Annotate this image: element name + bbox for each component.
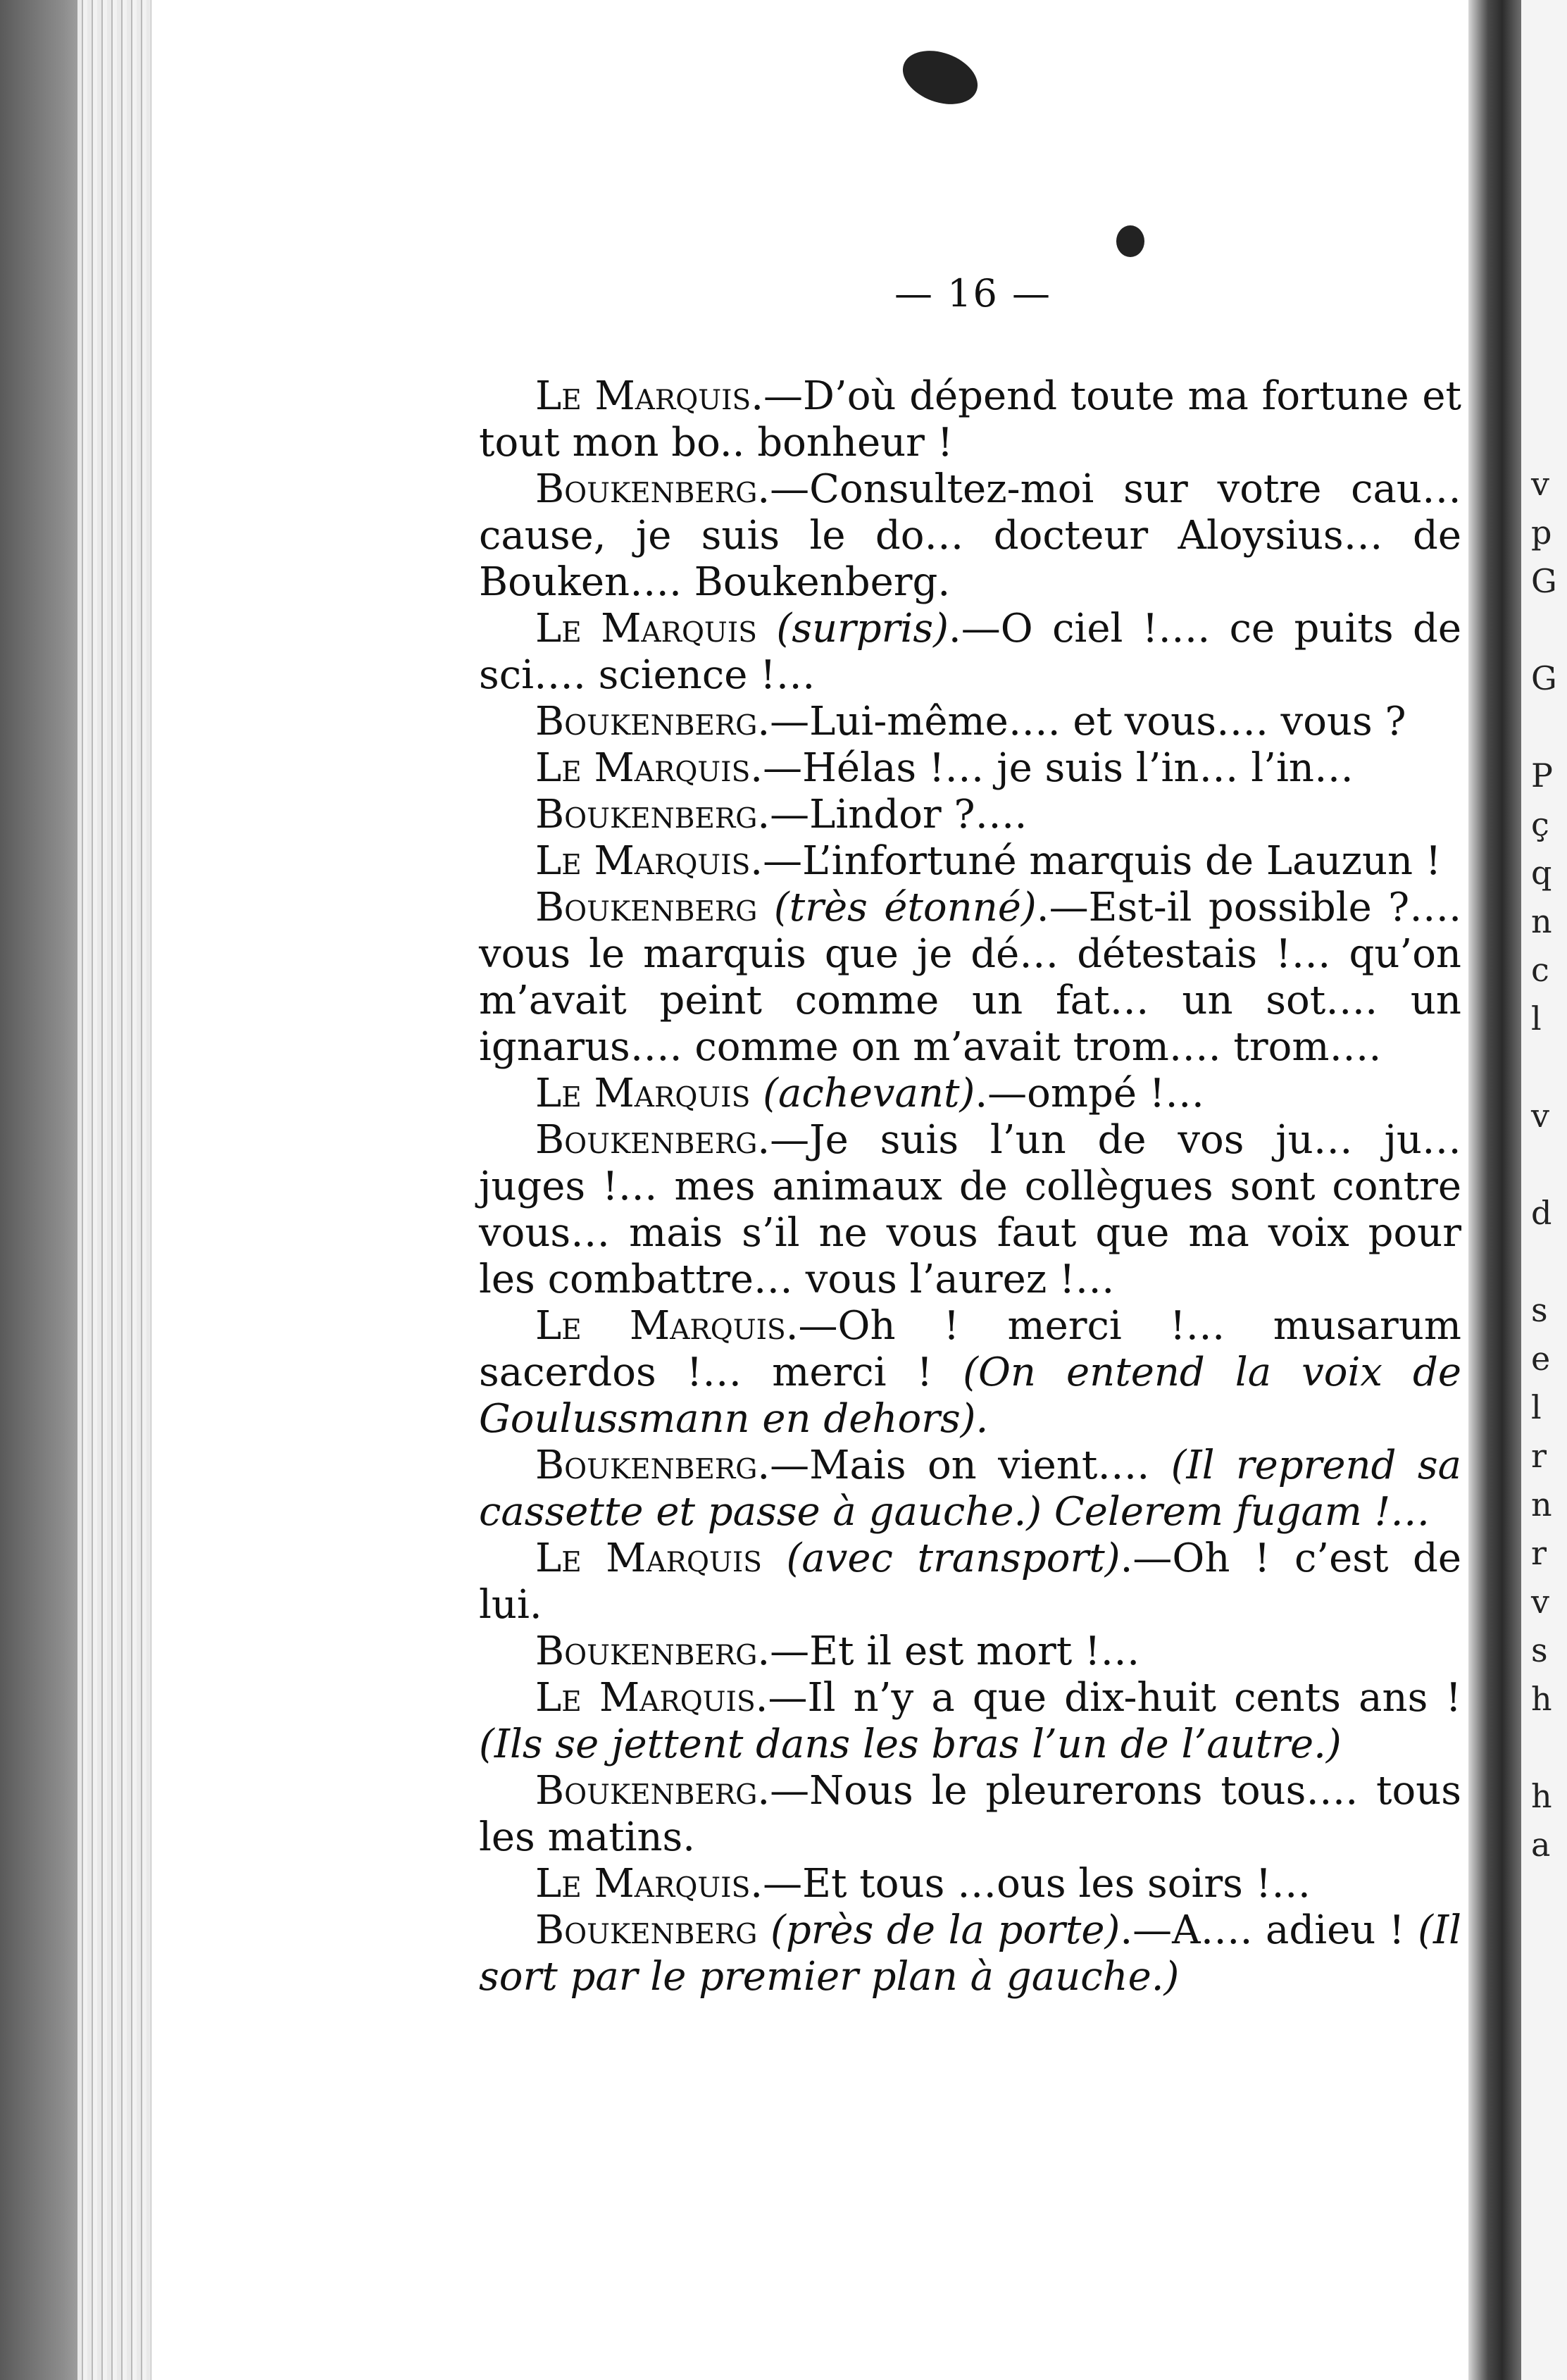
stage-direction: (Il reprend sa cassette et passe à gauche.) Celerem fugam !… <box>479 1443 1461 1535</box>
facing-page-letter: e <box>1531 1340 1551 1378</box>
speaker-name: Boukenberg <box>535 466 758 512</box>
speaker-name: Boukenberg <box>535 885 758 930</box>
speech-text: .—Il n’y a que dix-huit cents ans ! <box>755 1675 1461 1721</box>
speech-text: .—Et tous …ous les soirs !… <box>750 1861 1311 1907</box>
speaker-name: Boukenberg <box>535 1907 758 1953</box>
facing-page-letter: d <box>1531 1194 1552 1232</box>
facing-page-letter: v <box>1531 465 1549 503</box>
facing-page-letter: l <box>1531 999 1542 1038</box>
speech-paragraph <box>479 1907 1461 2000</box>
facing-page-letter: r <box>1531 1437 1547 1475</box>
speaker-name: Boukenberg <box>535 1443 758 1488</box>
facing-page-strip <box>1521 0 1567 2380</box>
facing-page-letter: ç <box>1531 805 1549 843</box>
speech-paragraph <box>479 1071 1461 1117</box>
facing-page-letter: G <box>1531 659 1557 697</box>
speech-paragraph <box>479 1443 1461 1535</box>
speaker-name: Boukenberg <box>535 1117 758 1163</box>
facing-page-letter: n <box>1531 1485 1552 1524</box>
speech-text: .—Et il est mort !… <box>757 1628 1140 1674</box>
speaker-name: Le Marquis <box>535 1861 751 1907</box>
stage-direction: (très étonné) <box>773 885 1037 930</box>
speaker-name: Le Marquis <box>535 1535 763 1581</box>
facing-page-letter: n <box>1531 902 1552 940</box>
stage-direction: (achevant) <box>763 1071 975 1116</box>
speaker-name: Le Marquis <box>535 1303 786 1349</box>
speech-paragraph <box>479 1535 1461 1628</box>
speech-text: .—Je suis l’un de vos ju… ju… juges !… mes animaux de collègues sont contre vous… mais s’il ne vous faut que ma voix pour les combattre… vous l’aurez !… <box>479 1117 1461 1302</box>
stage-direction: (On entend la voix de Goulussmann en dehors). <box>479 1350 1461 1442</box>
speech-paragraph <box>479 466 1461 606</box>
speaker-name: Le Marquis <box>535 1071 751 1116</box>
speaker-name: Boukenberg <box>535 792 758 837</box>
speaker-name: Le Marquis <box>535 606 757 652</box>
speech-text: .—Lui-même…. et vous…. vous ? <box>757 699 1406 744</box>
stage-direction: (surpris) <box>776 606 949 652</box>
play-text <box>479 373 1461 2000</box>
speech-paragraph <box>479 373 1461 466</box>
speaker-name: Boukenberg <box>535 1768 758 1814</box>
speech-text: .—Nous le pleurerons tous…. tous les matins. <box>479 1768 1461 1860</box>
speaker-name: Boukenberg <box>535 699 758 744</box>
speech-paragraph <box>479 1628 1461 1675</box>
stage-direction: (avec transport) <box>786 1535 1120 1581</box>
page-number: — 16 — <box>894 271 1052 316</box>
speech-text: .—ompé !… <box>975 1071 1205 1116</box>
page-edges <box>77 0 155 2380</box>
speech-text: .—D’où dépend toute ma fortune et tout mon bo.. bonheur ! <box>479 373 1461 466</box>
speaker-name: Le Marquis <box>535 838 751 884</box>
speech-text: .—Consultez-moi sur votre cau… cause, je suis le do… docteur Aloysius… de Bouken…. Boukenberg. <box>479 466 1461 605</box>
stage-direction: (près de la porte) <box>770 1907 1120 1953</box>
speech-text: .—Hélas !… je suis l’in… l’in… <box>750 745 1354 791</box>
facing-page-letter: a <box>1531 1826 1551 1864</box>
facing-page-letter: q <box>1531 854 1552 892</box>
facing-page-letter: P <box>1531 756 1553 795</box>
speech-text: .—L’infortuné marquis de Lauzun ! <box>750 838 1442 884</box>
speech-text: .—Est-il possible ?…. vous le marquis que je dé… détestais !… qu’on m’avait peint comme un fat… un sot…. un ignarus…. comme on m’avait trom…. trom…. <box>479 885 1461 1070</box>
speaker-name: Le Marquis <box>535 745 751 791</box>
facing-page-letter: h <box>1531 1777 1552 1815</box>
facing-page-letter: G <box>1531 562 1557 600</box>
stage-direction: (Ils se jettent dans les bras l’un de l’autre.) <box>479 1721 1342 1767</box>
speaker-name: Le Marquis <box>535 373 751 419</box>
stage-direction: (Il sort par le premier plan à gauche.) <box>479 1907 1461 2000</box>
speech-paragraph <box>479 1675 1461 1768</box>
speech-text: .—Oh ! c’est de lui. <box>479 1535 1461 1628</box>
speech-paragraph <box>479 885 1461 1071</box>
facing-page-letter: r <box>1531 1534 1547 1572</box>
speech-text: .—Lindor ?…. <box>757 792 1028 837</box>
speech-paragraph <box>479 606 1461 699</box>
speaker-name: Le Marquis <box>535 1675 756 1721</box>
speaker-name: Boukenberg <box>535 1628 758 1674</box>
speech-paragraph <box>479 1117 1461 1303</box>
speech-text: .—O ciel !…. ce puits de sci…. science !… <box>479 606 1461 698</box>
speech-text: .—A…. adieu ! <box>1120 1907 1405 1953</box>
facing-page-letter: s <box>1531 1291 1548 1329</box>
facing-page-letter: c <box>1531 951 1549 989</box>
speech-paragraph <box>479 699 1461 745</box>
facing-page-letter: v <box>1531 1097 1549 1135</box>
speech-text: .—Mais on vient…. <box>757 1443 1150 1488</box>
facing-page-letter: p <box>1531 513 1552 552</box>
ink-blot <box>1116 225 1144 257</box>
speech-paragraph <box>479 838 1461 885</box>
book-gutter <box>1468 0 1525 2380</box>
speech-paragraph <box>479 1861 1461 1907</box>
facing-page-letter: v <box>1531 1583 1549 1621</box>
facing-page-letter: h <box>1531 1680 1552 1718</box>
facing-page-letter: l <box>1531 1388 1542 1426</box>
speech-paragraph <box>479 1303 1461 1443</box>
speech-paragraph <box>479 792 1461 838</box>
facing-page-letter: s <box>1531 1631 1548 1669</box>
speech-text: .—Oh ! merci !… musarum sacerdos !… merci ! <box>479 1303 1461 1395</box>
speech-paragraph <box>479 1768 1461 1861</box>
speech-paragraph <box>479 745 1461 792</box>
